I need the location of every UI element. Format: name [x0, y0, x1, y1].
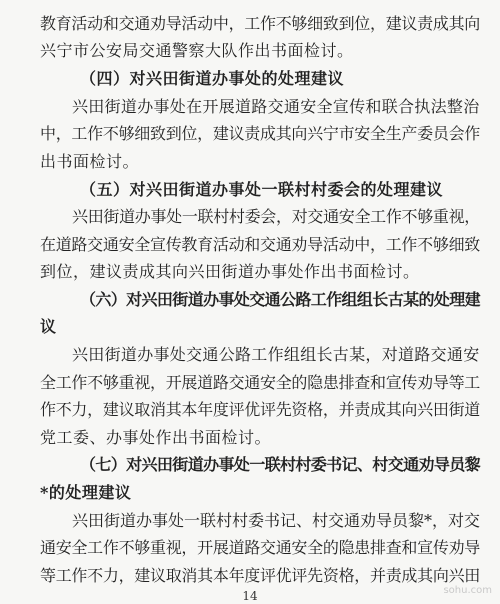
watermark: sohu.com: [443, 585, 492, 596]
body-line: 兴田街道办事处交通公路工作组组长古某，对道路交通安: [72, 345, 480, 364]
section-heading-6-cont: 议: [40, 317, 57, 336]
section-heading-7: （七）对兴田街道办事处一联村村委书记、村交通劝导员黎: [80, 455, 481, 474]
body-line: 教育活动和交通劝导活动中，工作不够细致到位，建议责成其向: [40, 14, 481, 33]
body-line: 出书面检讨。: [40, 152, 140, 171]
body-line: 到位，建议责成其向兴田街道办事处作出书面检讨。: [40, 262, 420, 281]
section-heading-5: （五）对兴田街道办事处一联村村委会的处理建议: [80, 180, 444, 199]
body-line: 全工作不够重视，开展道路交通安全的隐患排查和宣传劝导等工: [40, 373, 481, 392]
body-line: 等工作不力，建议取消其本年度评优评先资格，并责成其向兴田: [40, 566, 481, 585]
section-heading-6: （六）对兴田街道办事处交通公路工作组组长古某的处理建: [80, 290, 481, 309]
body-line: 党工委、办事处作出书面检讨。: [40, 428, 272, 447]
body-line: 作不力，建议取消其本年度评优评先资格，并责成其向兴田街道: [40, 400, 481, 419]
body-line: 兴宁市公安局交通警察大队作出书面检讨。: [40, 41, 354, 60]
section-heading-7-cont: *的处理建议: [40, 483, 132, 502]
body-line: 通安全工作不够重视，开展道路交通安全的隐患排查和宣传劝导: [40, 538, 481, 557]
body-line: 在道路交通安全宣传教育活动和交通劝导活动中，工作不够细致: [40, 235, 481, 254]
section-heading-4: （四）对兴田街道办事处的处理建议: [80, 69, 345, 88]
body-line: 兴田街道办事处一联村村委会，对交通安全工作不够重视，: [72, 207, 481, 226]
page-number: 14: [242, 589, 258, 603]
body-line: 中，工作不够细致到位，建议责成其向兴宁市安全生产委员会作: [40, 124, 481, 143]
body-line: 兴田街道办事处一联村村委书记、村交通劝导员黎*，对交: [72, 511, 481, 530]
body-line: 兴田街道办事处在开展道路交通安全宣传和联合执法整治: [72, 97, 480, 116]
